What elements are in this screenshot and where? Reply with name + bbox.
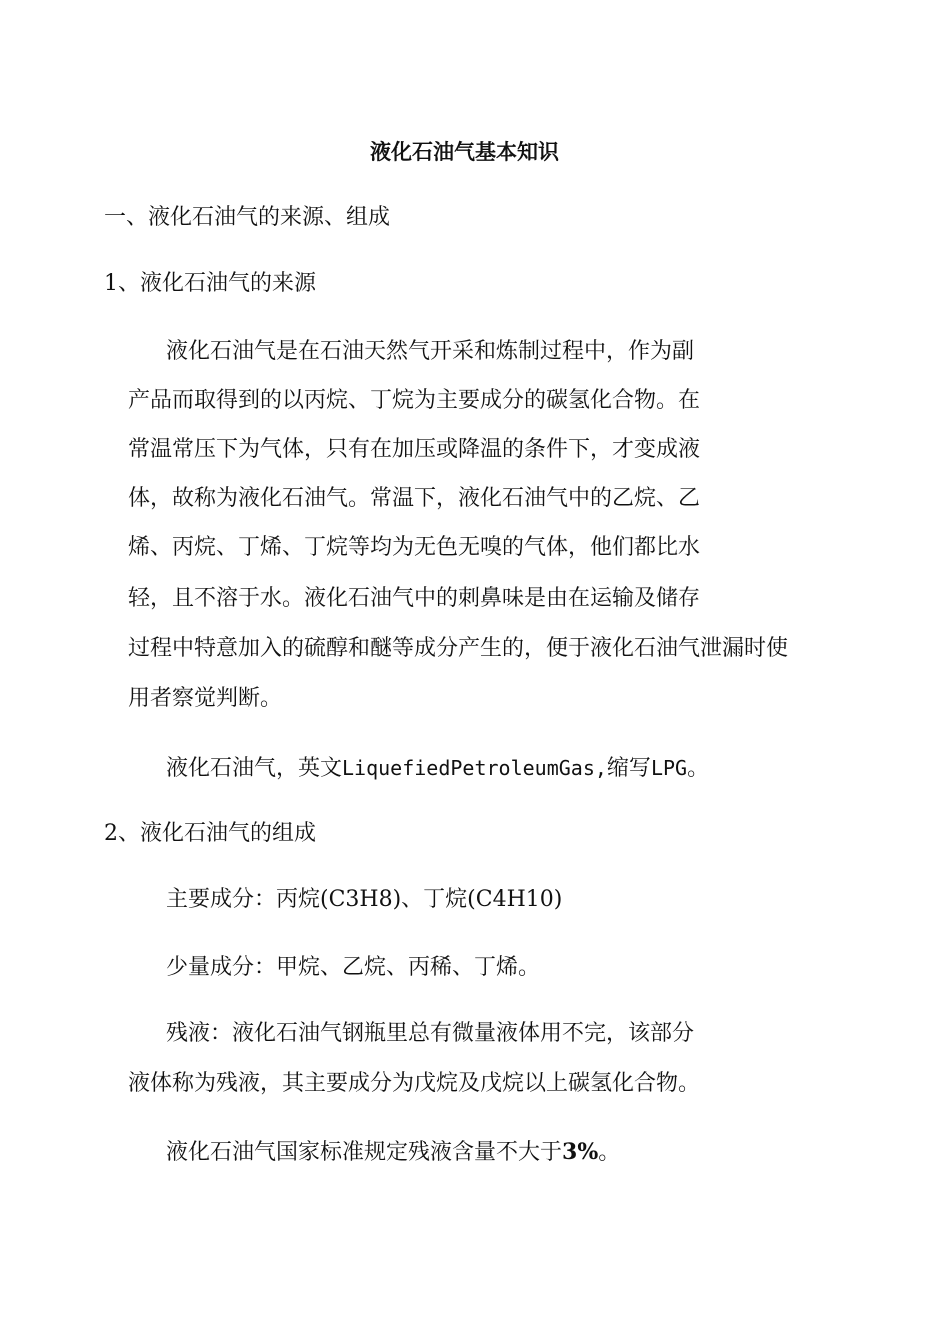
paragraph-line: 用者察觉判断。 (128, 686, 283, 711)
paragraph-line: 过程中特意加入的硫醇和醚等成分产生的，便于液化石油气泄漏时使 (128, 636, 789, 661)
paragraph-line: 轻，且不溶于水。液化石油气中的刺鼻味是由在运输及储存 (128, 586, 701, 611)
subsection-heading-composition: 2、液化石油气的组成 (104, 821, 316, 846)
english-name-abbr: LPG (650, 756, 688, 780)
english-name-prefix: 液化石油气，英文 (166, 756, 343, 781)
paragraph-line: 产品而取得到的以丙烷、丁烷为主要成分的碳氢化合物。在 (128, 388, 701, 413)
subsection-heading-source: 1、液化石油气的来源 (104, 271, 316, 296)
section-heading: 一、液化石油气的来源、组成 (104, 205, 391, 230)
paragraph-line: 液体称为残液，其主要成分为戊烷及戊烷以上碳氢化合物。 (128, 1071, 701, 1096)
paragraph-line: 液化石油气是在石油天然气开采和炼制过程中，作为副 (166, 339, 695, 364)
standard-value: 3% (562, 1139, 599, 1165)
standard-text: 液化石油气国家标准规定残液含量不大于 (166, 1140, 563, 1165)
paragraph-line: 残液：液化石油气钢瓶里总有微量液体用不完，该部分 (166, 1021, 695, 1046)
document-title: 液化石油气基本知识 (370, 140, 559, 164)
english-name-term: LiquefiedPetroleumGas, (342, 756, 607, 780)
minor-components-line: 少量成分：甲烷、乙烷、丙稀、丁烯。 (166, 955, 541, 980)
paragraph-line: 常温常压下为气体，只有在加压或降温的条件下，才变成液 (128, 437, 701, 462)
english-name-line (166, 753, 709, 784)
paragraph-line: 体，故称为液化石油气。常温下，液化石油气中的乙烷、乙 (128, 486, 701, 511)
english-name-end: 。 (687, 756, 710, 781)
main-components-line: 主要成分：丙烷(C3H8)、丁烷(C4H10) (166, 887, 563, 912)
standard-end: 。 (598, 1140, 621, 1165)
english-name-suffix: 缩写 (606, 756, 651, 781)
paragraph-line: 烯、丙烷、丁烯、丁烷等均为无色无嗅的气体，他们都比水 (128, 535, 701, 560)
standard-line (166, 1137, 620, 1168)
